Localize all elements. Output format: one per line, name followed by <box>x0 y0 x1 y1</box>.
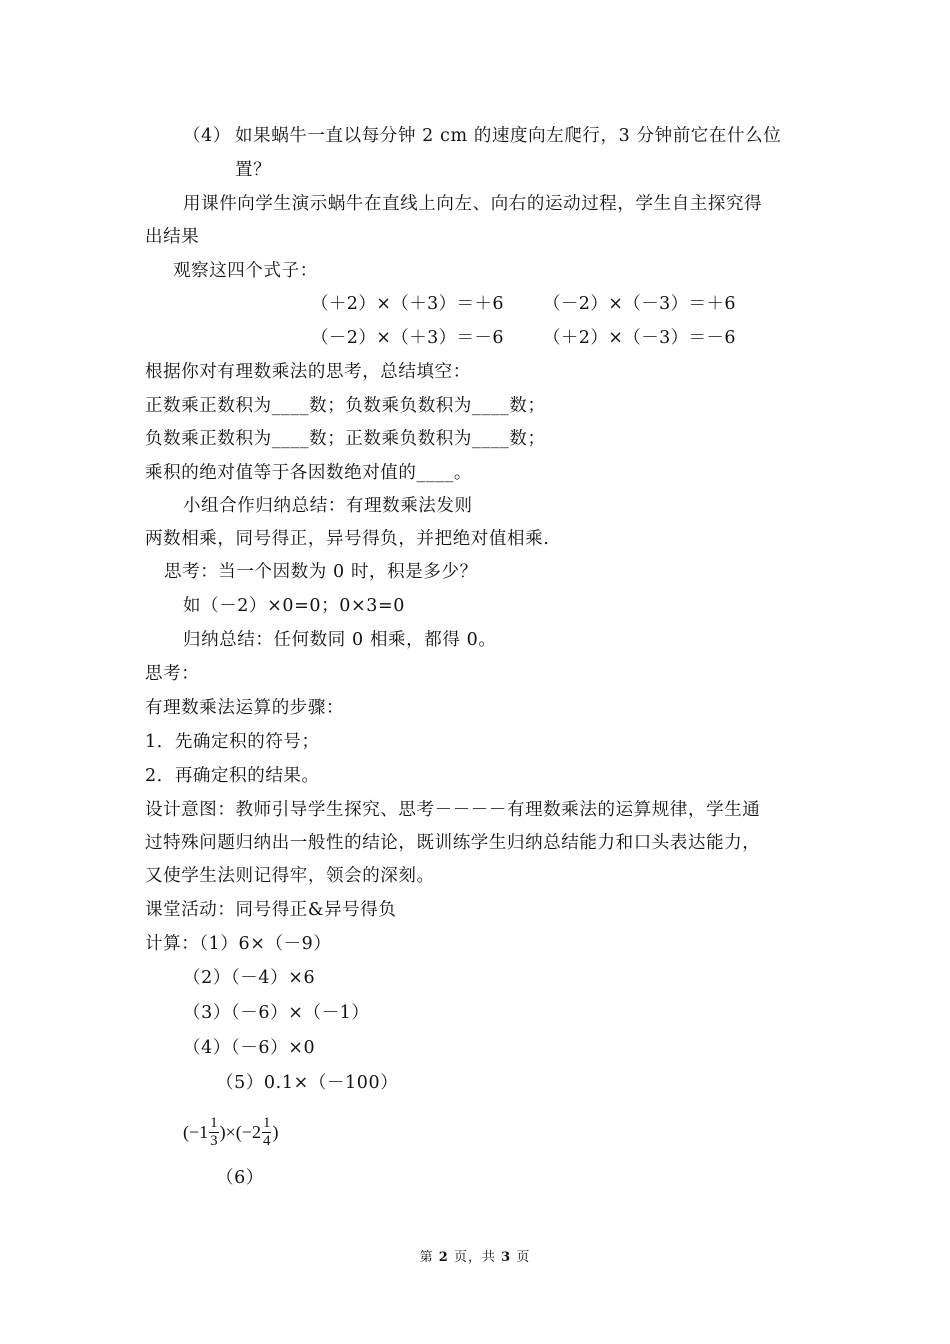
fraction-numerator: 1 <box>210 1114 218 1131</box>
multiplication-rule: 两数相乘，同号得正，异号得负，并把绝对值相乘. <box>145 529 550 549</box>
zero-summary: 归纳总结：任何数同 0 相乘，都得 0。 <box>183 630 497 650</box>
fill-blank-line: 乘积的绝对值等于各因数绝对值的____。 <box>145 463 472 483</box>
fraction-expression <box>183 1107 278 1157</box>
question-number: （4） <box>183 126 231 146</box>
step-item: 2．再确定积的结果。 <box>145 766 320 786</box>
design-intent-cont: 又使学生法则记得牢，领会的深刻。 <box>145 866 435 886</box>
footer-middle: 页，共 <box>453 1250 496 1265</box>
footer-page-number: 2 <box>438 1250 449 1265</box>
design-intent: 设计意图：教师引导学生探究、思考－－－－有理数乘法的运算规律，学生通 <box>145 800 761 820</box>
steps-title: 有理数乘法运算的步骤： <box>145 698 345 718</box>
observe-label: 观察这四个式子： <box>173 261 318 281</box>
summary-prompt: 根据你对有理数乘法的思考，总结填空： <box>145 362 471 382</box>
fill-blank-line: 正数乘正数积为____数；负数乘负数积为____数； <box>145 396 546 416</box>
step-item: 1．先确定积的符号； <box>145 732 320 752</box>
equation: （＋2）×（－3）＝－6 <box>543 328 736 348</box>
calc-item: （2）（－4）×6 <box>183 968 316 988</box>
equation: （＋2）×（＋3）＝＋6 <box>311 294 504 314</box>
footer-total-pages: 3 <box>501 1250 512 1265</box>
class-activity: 课堂活动：同号得正&异号得负 <box>145 900 397 920</box>
calc-item: 计算：（1）6×（－9） <box>145 934 332 954</box>
demo-paragraph-cont: 出结果 <box>145 227 200 247</box>
fraction <box>209 1115 219 1150</box>
fraction-numerator: 1 <box>262 1114 271 1131</box>
calc-item: （6） <box>216 1168 264 1188</box>
expr-part: )×(−2 <box>219 1121 261 1142</box>
fill-blank-line: 负数乘正数积为____数；正数乘负数积为____数； <box>145 429 546 449</box>
fraction <box>262 1115 272 1150</box>
footer-suffix: 页 <box>516 1250 531 1265</box>
calc-item: （4）（－6）×0 <box>183 1038 316 1058</box>
expr-part: (−1 <box>183 1121 209 1142</box>
equation: （－2）×（＋3）＝－6 <box>311 328 504 348</box>
equation: （－2）×（－3）＝＋6 <box>543 294 736 314</box>
zero-example: 如（－2）×0=0；0×3=0 <box>183 596 405 616</box>
footer-prefix: 第 <box>419 1250 434 1265</box>
think-zero: 思考：当一个因数为 0 时，积是多少？ <box>164 562 478 582</box>
expr-part: ) <box>272 1121 279 1142</box>
group-summary: 小组合作归纳总结：有理数乘法发则 <box>183 496 473 516</box>
design-intent-cont: 过特殊问题归纳出一般性的结论，既训练学生归纳总结能力和口头表达能力， <box>145 833 761 853</box>
question-text: 如果蜗牛一直以每分钟 2 cm 的速度向左爬行，3 分钟前它在什么位 <box>235 126 782 146</box>
question-text-cont: 置？ <box>235 160 272 180</box>
calc-item: （5）0.1×（－100） <box>216 1073 399 1093</box>
think-label: 思考： <box>145 664 200 684</box>
calc-item: （3）（－6）×（－1） <box>183 1003 370 1023</box>
demo-paragraph: 用课件向学生演示蜗牛在直线上向左、向右的运动过程，学生自主探究得 <box>183 194 763 214</box>
fraction-denominator: 3 <box>210 1132 218 1149</box>
page-footer <box>0 1246 950 1265</box>
fraction-denominator: 4 <box>262 1132 271 1149</box>
